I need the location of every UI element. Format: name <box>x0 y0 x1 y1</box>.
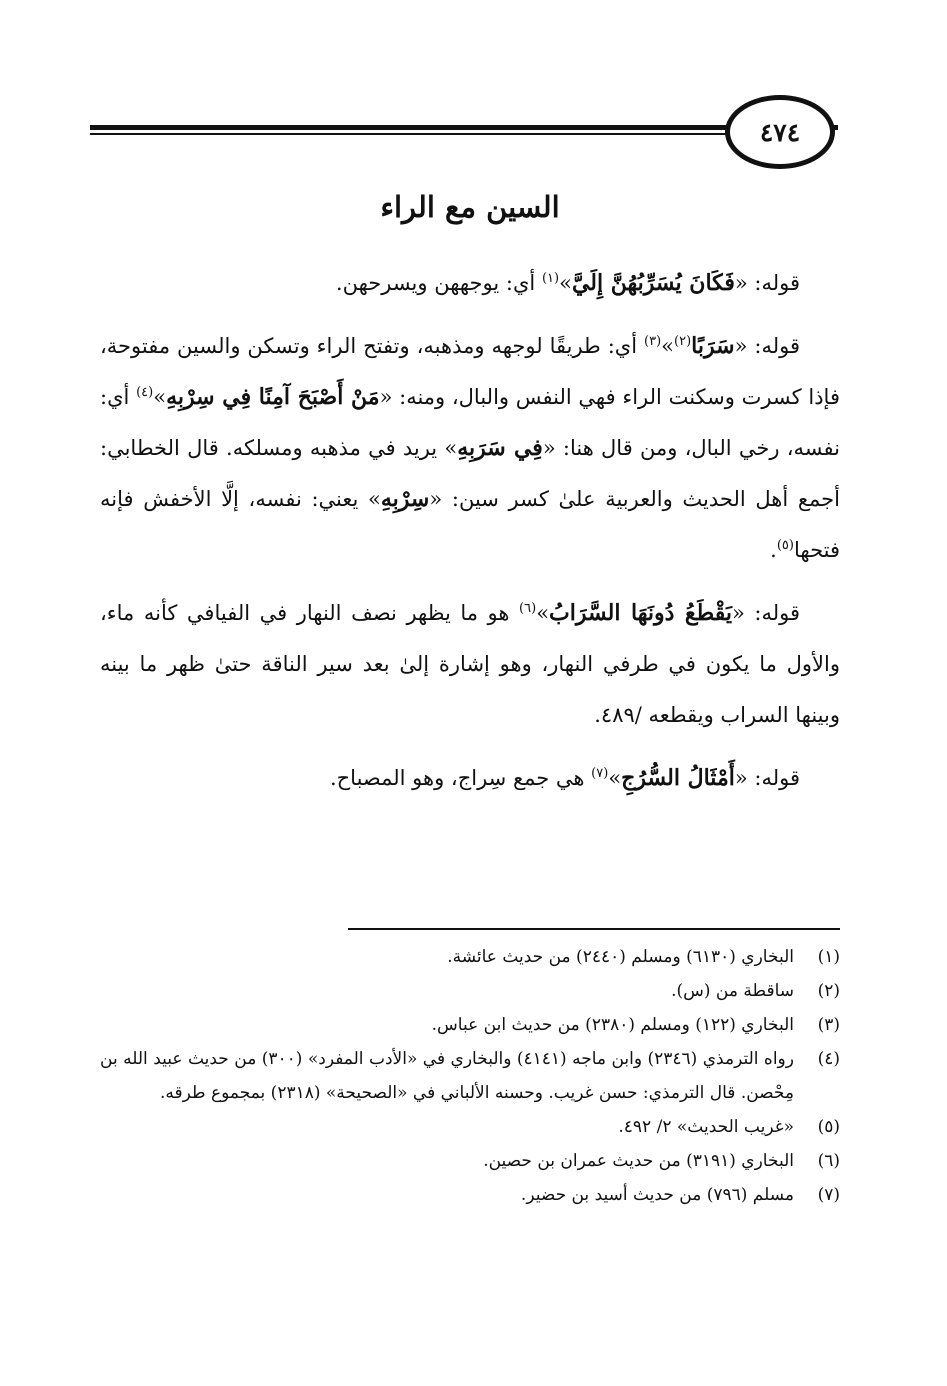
footnote-text: البخاري (٣١٩١) من حديث عمران بن حصين. <box>483 1151 794 1171</box>
footnote <box>100 1110 840 1144</box>
footnote-text: البخاري (٦١٣٠) ومسلم (٢٤٤٠) من حديث عائشة. <box>447 947 794 967</box>
footnote-ref: (٥) <box>776 538 794 553</box>
text: » <box>153 385 167 409</box>
footnote-ref: (٦) <box>519 601 537 616</box>
paragraph <box>100 588 840 741</box>
quote: سِرْبِهِ <box>380 486 430 512</box>
footnotes <box>100 940 840 1212</box>
footnote <box>100 940 840 974</box>
footnote-number: (١) <box>817 947 840 967</box>
quote: أَمْثَالُ السُّرُجِ <box>621 765 735 791</box>
footnote-ref: (١) <box>541 271 560 286</box>
footnote-text: مسلم (٧٩٦) من حديث أسيد بن حضير. <box>520 1185 794 1205</box>
header-rule-thin <box>90 133 730 135</box>
text: أي: يوجههن ويسرحهن. <box>335 271 542 295</box>
header-rule-thick <box>90 125 730 130</box>
paragraph <box>100 753 840 804</box>
footnote-ref: (٤) <box>136 385 154 400</box>
page-header <box>90 95 838 165</box>
text: » يريد في مذهبه ومسلكه. قال الخطابي: أجمع أهل الحديث والعربية علىٰ كسر سين: « <box>100 436 840 511</box>
text: أي: نفسه، رخي البال، ومن قال هنا: « <box>100 385 840 460</box>
text: » يعني: نفسه، إلَّا الأخفش فإنه فتحها <box>100 487 840 562</box>
paragraph <box>100 258 840 309</box>
footnote-text: رواه الترمذي (٢٣٤٦) وابن ماجه (٤١٤١) والبخاري في «الأدب المفرد» (٣٠٠) من حديث عبيد الله بن مِحْصن. قال الترمذي: حسن غريب. وحسنه الألباني في «الصحيحة» (٢٣١٨) بمجموع طرقه. <box>100 1049 794 1103</box>
text: . <box>770 538 777 562</box>
footnote-ref: (٣) <box>644 334 662 349</box>
footnote-ref: (٧) <box>591 766 609 781</box>
paragraph <box>100 321 840 576</box>
footnote-number: (٣) <box>817 1015 840 1035</box>
text: أي: طريقًا لوجهه ومذهبه، وتفتح الراء وتسكن والسين مفتوحة، فإذا كسرت وسكنت الراء فهي النفس والبال، ومنه: « <box>100 334 840 409</box>
footnote-number: (٦) <box>817 1151 840 1171</box>
quote: سَرَبًا <box>691 333 735 359</box>
footnote-number: (٤) <box>817 1049 840 1069</box>
text: هو ما يظهر نصف النهار في الفيافي كأنه ماء، والأول ما يكون في طرفي النهار، وهو إشارة إلىٰ بعد سير الناقة حتىٰ ظهر ما بينه وبينها السراب ويقطعه /٤٨٩. <box>100 601 840 727</box>
text: قوله: « <box>734 271 800 295</box>
text: » <box>559 271 572 295</box>
page-number: ٤٧٤ <box>725 95 835 169</box>
footnote-ref: (٢) <box>674 334 692 349</box>
quote: فَكَانَ يُسَرِّبُهُنَّ إِلَيَّ <box>571 270 735 296</box>
text: قوله: « <box>734 766 800 790</box>
footnote-text: «غريب الحديث» ٢/ ٤٩٢. <box>618 1117 794 1137</box>
section-title: السين مع الراء <box>380 190 560 224</box>
footnote <box>100 974 840 1008</box>
footnote-number: (٢) <box>817 981 840 1001</box>
footnote-number: (٧) <box>817 1185 840 1205</box>
footnote <box>100 1144 840 1178</box>
footnote-number: (٥) <box>817 1117 840 1137</box>
text: قوله: « <box>731 601 800 625</box>
text: قوله: « <box>734 334 800 358</box>
quote: فِي سَرَبِهِ <box>457 435 543 461</box>
footnote <box>100 1178 840 1212</box>
footnote <box>100 1008 840 1042</box>
text: هي جمع سِراج، وهو المصباح. <box>329 766 592 790</box>
text: » <box>536 601 550 625</box>
quote: يَقْطَعُ دُونَهَا السَّرَابُ <box>549 600 732 626</box>
text: » <box>661 334 675 358</box>
text: » <box>608 766 622 790</box>
footnote-text: البخاري (١٢٢) ومسلم (٢٣٨٠) من حديث ابن عباس. <box>431 1015 794 1035</box>
footnote-separator <box>348 928 840 930</box>
footnote-text: ساقطة من (س). <box>671 981 794 1001</box>
footnote <box>100 1042 840 1110</box>
quote: مَنْ أَصْبَحَ آمِنًا فِي سِرْبِهِ <box>166 384 380 410</box>
main-text <box>100 258 840 816</box>
